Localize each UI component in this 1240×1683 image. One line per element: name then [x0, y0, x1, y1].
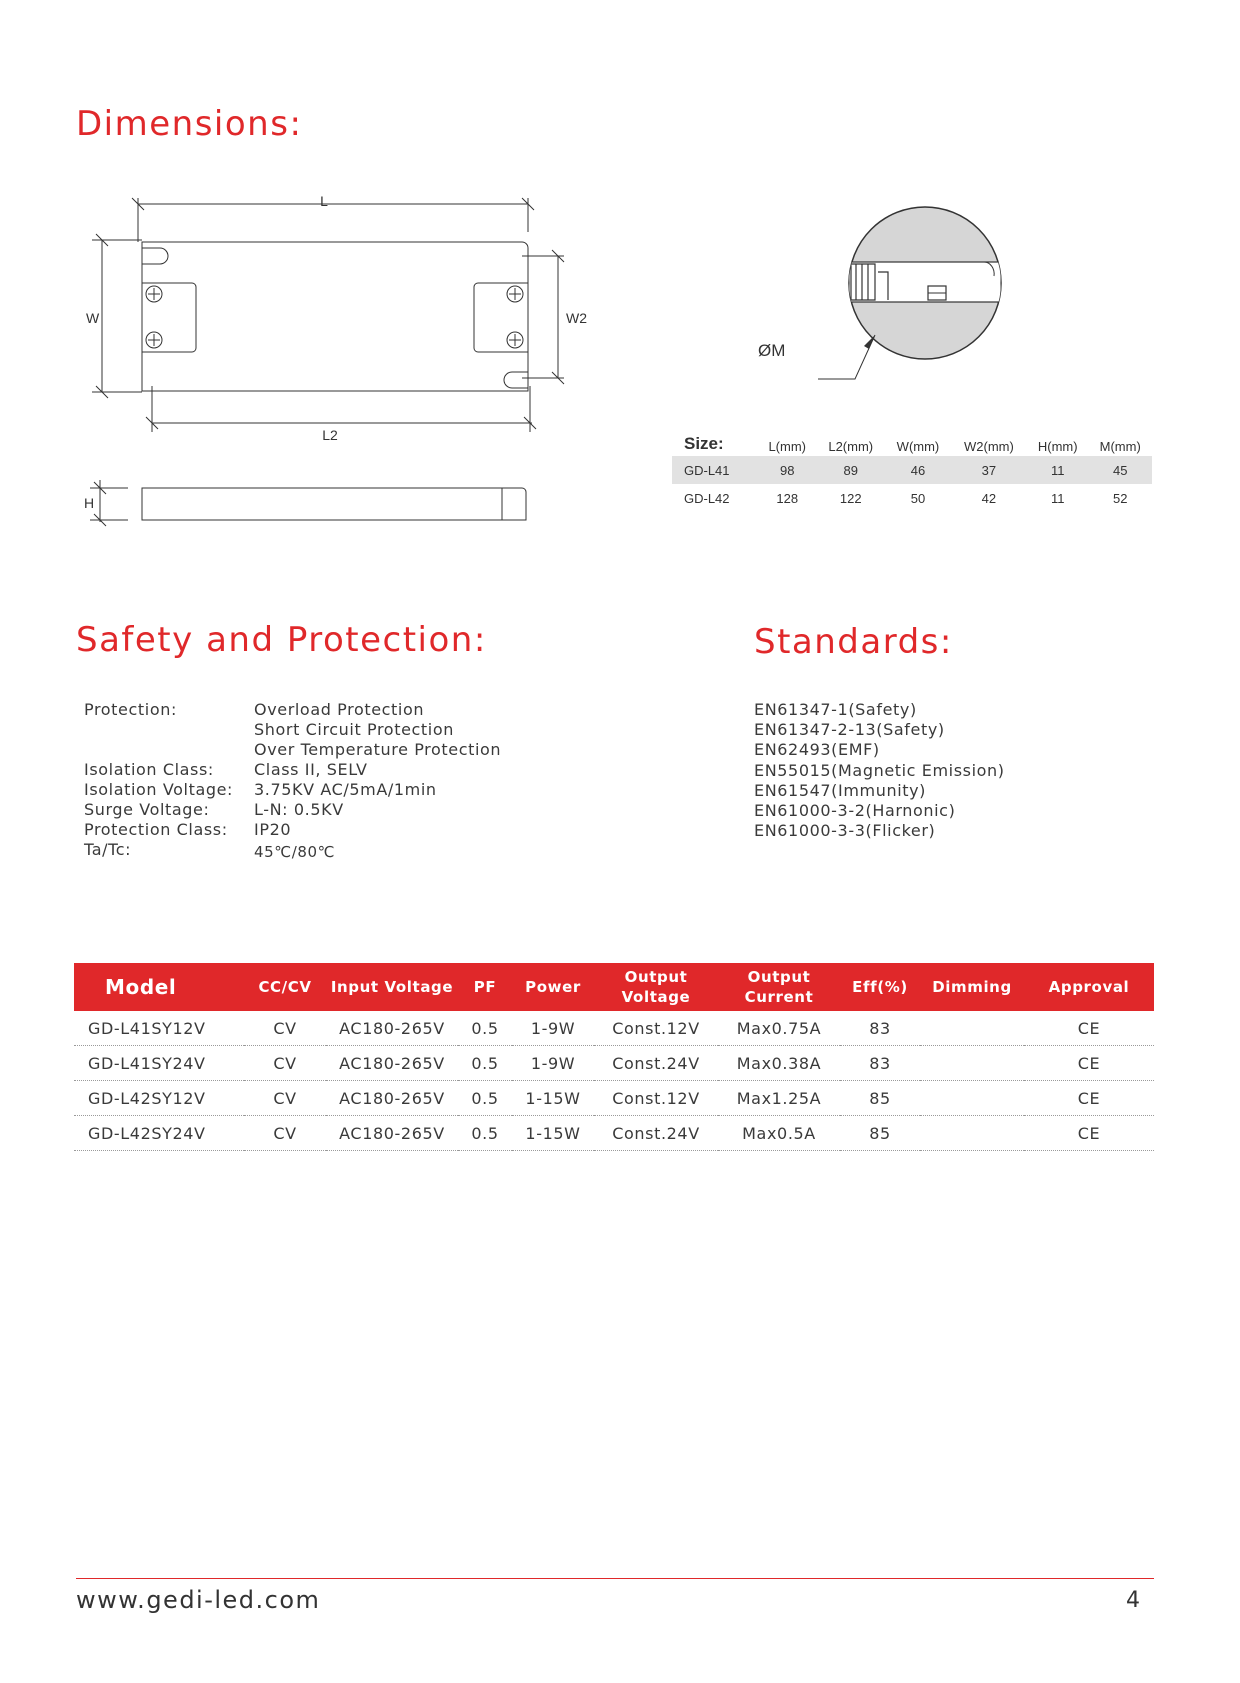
model-cell: Max1.25A	[718, 1081, 840, 1116]
model-cell: CV	[244, 1011, 326, 1046]
size-cell: 46	[885, 456, 951, 484]
safety-value: L-N: 0.5KV	[254, 800, 344, 819]
safety-value: Class II, SELV	[254, 760, 368, 779]
safety-item-isolation-voltage	[84, 780, 501, 800]
standard-item: EN61347-2-13(Safety)	[754, 720, 945, 740]
standard-item: EN55015(Magnetic Emission)	[754, 760, 1005, 780]
size-header: L(mm)	[768, 439, 806, 454]
model-cell: CV	[244, 1046, 326, 1081]
safety-value: 45℃/80℃	[254, 843, 336, 861]
dim-label-h: H	[84, 495, 95, 511]
model-cell: GD-L41SY12V	[74, 1011, 244, 1046]
safety-label: Protection:	[84, 700, 177, 719]
model-cell: CE	[1024, 1046, 1154, 1081]
model-cell: GD-L42SY12V	[74, 1081, 244, 1116]
model-header: Approval	[1048, 978, 1130, 996]
model-cell: Max0.75A	[718, 1011, 840, 1046]
standards-list	[754, 700, 1005, 841]
detail-circle-drawing	[745, 200, 1015, 390]
footer-divider	[76, 1578, 1154, 1579]
dim-label-l2: L2	[322, 427, 338, 443]
dim-label-l: L	[320, 193, 328, 209]
size-header: W(mm)	[896, 439, 940, 454]
size-cell: GD-L42	[684, 490, 730, 506]
model-cell: CE	[1024, 1116, 1154, 1151]
model-cell: AC180-265V	[326, 1011, 458, 1046]
model-header: Eff(%)	[852, 978, 908, 996]
model-cell: Const.12V	[594, 1011, 718, 1046]
model-table	[74, 963, 1154, 1151]
model-cell: 83	[840, 1011, 920, 1046]
model-cell	[920, 1011, 1024, 1046]
size-table-row	[672, 456, 1152, 484]
model-cell: 0.5	[458, 1011, 512, 1046]
model-cell: Const.24V	[594, 1046, 718, 1081]
size-cell: 122	[839, 490, 862, 506]
size-table-header	[672, 425, 1152, 456]
size-header: M(mm)	[1099, 439, 1141, 454]
model-cell: 83	[840, 1046, 920, 1081]
model-cell: 0.5	[458, 1116, 512, 1151]
safety-label: Isolation Voltage:	[84, 780, 234, 799]
size-cell: 37	[951, 456, 1027, 484]
standard-item: EN61547(Immunity)	[754, 780, 927, 800]
model-cell: 85	[840, 1081, 920, 1116]
model-cell: CV	[244, 1081, 326, 1116]
model-cell: Max0.38A	[718, 1046, 840, 1081]
model-cell: AC180-265V	[326, 1116, 458, 1151]
safety-value: IP20	[254, 820, 292, 839]
standard-item: EN61000-3-3(Flicker)	[754, 821, 936, 841]
model-header: Input Voltage	[330, 978, 454, 996]
standard-item: EN61347-1(Safety)	[754, 700, 917, 719]
model-cell: AC180-265V	[326, 1081, 458, 1116]
safety-label: Protection Class:	[84, 820, 228, 839]
model-cell: AC180-265V	[326, 1046, 458, 1081]
model-header: PF	[473, 978, 497, 996]
size-cell: 50	[910, 490, 926, 506]
model-header: Output Voltage	[621, 968, 691, 1006]
safety-list	[84, 700, 501, 862]
model-header: Dimming	[932, 978, 1012, 996]
model-cell	[920, 1046, 1024, 1081]
safety-label: Ta/Tc:	[84, 840, 132, 859]
model-cell: CV	[244, 1116, 326, 1151]
model-cell: 85	[840, 1116, 920, 1151]
safety-value: Short Circuit Protection	[254, 720, 454, 739]
size-header: Size:	[684, 434, 724, 453]
safety-value: 3.75KV AC/5mA/1min	[254, 780, 437, 799]
model-header: Model	[105, 975, 177, 999]
standard-item: EN61000-3-2(Harnonic)	[754, 801, 956, 821]
size-cell: 11	[1050, 490, 1065, 506]
size-cell: 42	[981, 490, 997, 506]
size-header: W2(mm)	[964, 439, 1014, 454]
model-header: Output Current	[744, 968, 814, 1006]
dim-label-m: ØM	[758, 341, 786, 360]
model-cell	[920, 1081, 1024, 1116]
model-cell: GD-L41SY24V	[74, 1046, 244, 1081]
size-cell: GD-L41	[672, 456, 758, 484]
size-header: H(mm)	[1037, 439, 1078, 454]
model-cell: GD-L42SY24V	[74, 1116, 244, 1151]
model-cell	[920, 1116, 1024, 1151]
model-cell: Const.12V	[594, 1081, 718, 1116]
dim-label-w: W	[86, 310, 100, 326]
safety-value: Overload Protection	[254, 700, 425, 719]
size-cell: 98	[758, 456, 816, 484]
dimensions-title: Dimensions:	[76, 104, 303, 144]
safety-item-isolation-class	[84, 760, 501, 780]
model-cell: CE	[1024, 1081, 1154, 1116]
model-cell: CE	[1024, 1011, 1154, 1046]
size-cell: 45	[1088, 456, 1152, 484]
size-cell: 89	[816, 456, 885, 484]
size-table-row	[672, 484, 1152, 512]
size-cell: 128	[776, 490, 799, 506]
size-cell: 52	[1112, 490, 1128, 506]
model-cell: 1-15W	[512, 1081, 594, 1116]
safety-item-surge-voltage	[84, 800, 501, 820]
model-header: CC/CV	[258, 978, 312, 996]
dim-label-w2: W2	[566, 310, 587, 326]
safety-label: Isolation Class:	[84, 760, 214, 779]
table-row	[74, 1011, 1154, 1046]
safety-item-protection	[84, 700, 501, 760]
standard-item: EN62493(EMF)	[754, 740, 880, 760]
size-cell: 11	[1027, 456, 1088, 484]
top-view-drawing	[78, 190, 598, 550]
size-header: L2(mm)	[828, 439, 874, 454]
model-cell: Const.24V	[594, 1116, 718, 1151]
model-cell: 1-15W	[512, 1116, 594, 1151]
safety-label: Surge Voltage:	[84, 800, 210, 819]
model-table-header	[74, 963, 1154, 1011]
table-row	[74, 1046, 1154, 1081]
model-cell: Max0.5A	[718, 1116, 840, 1151]
safety-item-protection-class	[84, 820, 501, 840]
model-cell: 1-9W	[512, 1046, 594, 1081]
table-row	[74, 1081, 1154, 1116]
model-cell: 0.5	[458, 1081, 512, 1116]
footer-url: www.gedi-led.com	[76, 1586, 321, 1614]
page-number: 4	[1126, 1588, 1140, 1613]
model-cell: 0.5	[458, 1046, 512, 1081]
size-table	[672, 425, 1152, 512]
model-cell: 1-9W	[512, 1011, 594, 1046]
table-row	[74, 1116, 1154, 1151]
standards-title: Standards:	[754, 622, 953, 662]
safety-title: Safety and Protection:	[76, 620, 487, 660]
safety-item-ta-tc	[84, 840, 501, 862]
safety-value: Over Temperature Protection	[254, 740, 502, 759]
model-header: Power	[525, 978, 581, 996]
